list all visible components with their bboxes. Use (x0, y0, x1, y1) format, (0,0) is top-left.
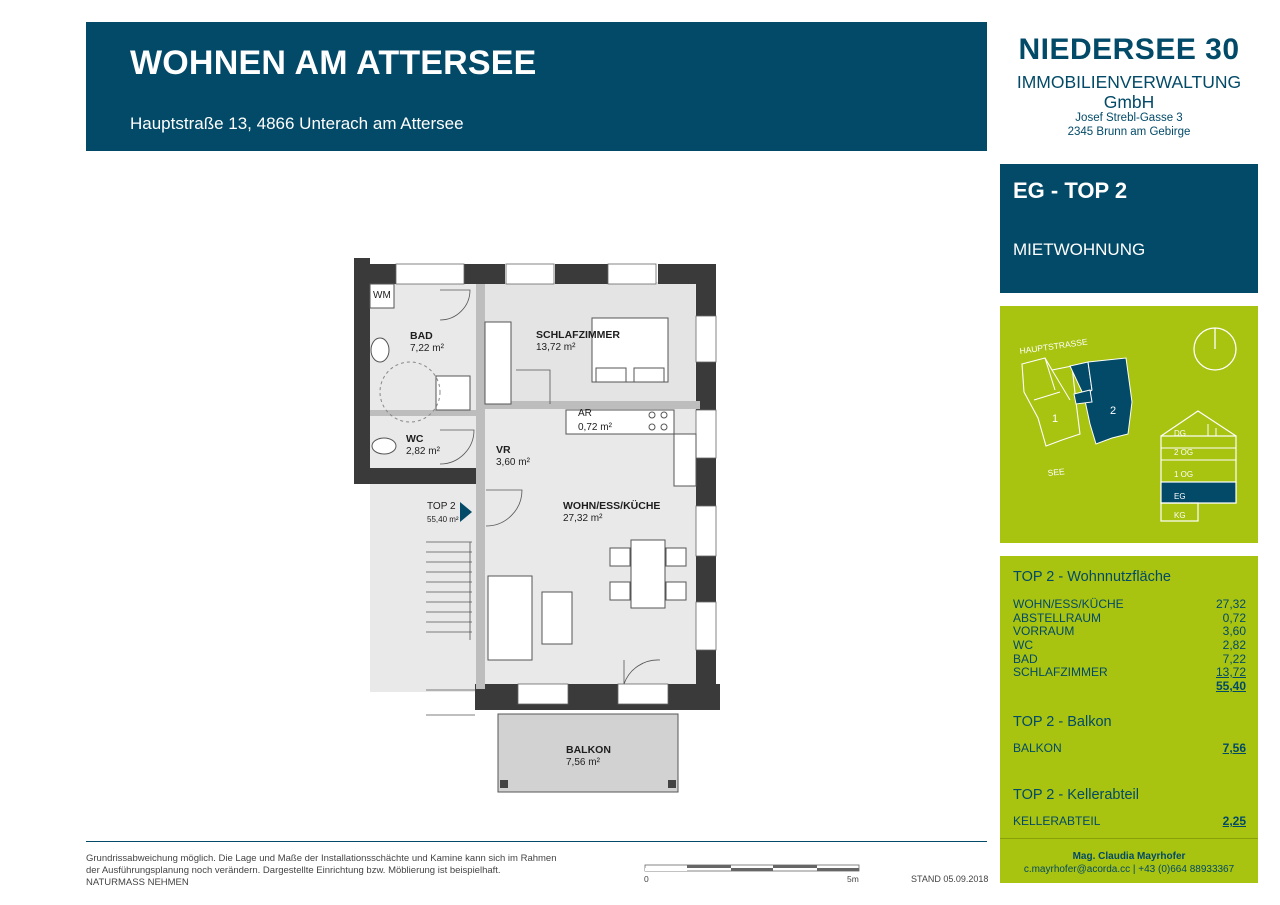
area-label: VORRAUM (1013, 624, 1075, 638)
floor-label-1og: 1 OG (1174, 470, 1194, 479)
balcony-row (1013, 741, 1246, 755)
active-floor-highlight (1161, 482, 1236, 503)
area-value: 7,22 (1222, 652, 1246, 666)
balcony-label: BALKON (1013, 741, 1062, 755)
room-area-schlafzimmer: 13,72 m² (536, 342, 576, 353)
cellar-label: KELLERABTEIL (1013, 814, 1101, 828)
compass-icon (1194, 328, 1236, 370)
unit-box (1000, 164, 1258, 293)
room-area-vr: 3,60 m² (496, 457, 530, 468)
company-legal-form: GmbH (1103, 92, 1155, 112)
room-area-balkon: 7,56 m² (566, 757, 600, 768)
scale-end: 5m (847, 874, 859, 884)
disclaimer-line-2: der Ausführungsplanung noch verändern. Dargestellte Einrichtung bzw. Möblierung ist beispielhaft. (86, 865, 501, 876)
contact-name: Mag. Claudia Mayrhofer (1072, 851, 1186, 862)
area-label: ABSTELLRAUM (1013, 611, 1102, 625)
floor-label-kg: KG (1174, 511, 1186, 520)
area-row (1013, 611, 1246, 625)
area-value: 3,60 (1222, 624, 1246, 638)
area-value: 0,72 (1222, 611, 1246, 625)
building-2-label: 2 (1110, 405, 1117, 417)
lake-label: SEE (1047, 466, 1066, 478)
area-value: 2,82 (1222, 638, 1246, 652)
balcony-title: TOP 2 - Balkon (1013, 714, 1112, 730)
company-street: Josef Strebl-Gasse 3 (1075, 112, 1183, 124)
scale-start: 0 (644, 874, 649, 884)
floor-label-eg: EG (1174, 492, 1186, 501)
area-label: SCHLAFZIMMER (1013, 665, 1108, 679)
floor-label-dg: DG (1174, 429, 1186, 438)
contact-info: c.mayrhofer@acorda.cc | +43 (0)664 88933367 (1023, 864, 1235, 875)
area-row (1013, 624, 1246, 638)
living-area-title: TOP 2 - Wohnnutzfläche (1013, 569, 1171, 585)
stand-date: STAND 05.09.2018 (911, 874, 989, 884)
street-label: HAUPTSTRASSE (1018, 336, 1089, 356)
room-label-vr: VR (496, 444, 511, 456)
room-label-wc: WC (406, 433, 424, 445)
unit-marker-area: 55,40 m² (427, 515, 459, 524)
room-label-balkon: BALKON (566, 744, 611, 756)
area-total-row (1013, 679, 1246, 693)
footer-divider (86, 841, 987, 842)
area-row (1013, 665, 1246, 679)
area-value: 13,72 (1215, 665, 1246, 679)
room-area-ar: 0,72 m² (578, 422, 612, 433)
floor-section-diagram (1161, 411, 1236, 521)
unit-type: MIETWOHNUNG (1013, 240, 1146, 259)
room-area-wc: 2,82 m² (406, 446, 440, 457)
company-name: NIEDERSEE 30 (1018, 33, 1240, 66)
room-label-schlafzimmer: SCHLAFZIMMER (536, 329, 620, 341)
scale-bar (643, 862, 863, 884)
building-1 (1022, 358, 1080, 446)
contact-divider (1000, 838, 1258, 839)
area-label: BAD (1013, 652, 1038, 666)
area-row (1013, 652, 1246, 666)
area-label: WC (1013, 638, 1033, 652)
area-row (1013, 597, 1246, 611)
disclaimer-line-3: NATURMASS NEHMEN (86, 877, 189, 888)
room-area-bad: 7,22 m² (410, 343, 444, 354)
balcony-value: 7,56 (1222, 741, 1246, 755)
cellar-title: TOP 2 - Kellerabteil (1013, 787, 1139, 803)
area-value: 27,32 (1215, 597, 1246, 611)
site-plan-drawing (1000, 306, 1258, 543)
room-area-wohn: 27,32 m² (563, 513, 603, 524)
floor-label-2og: 2 OG (1174, 448, 1194, 457)
page-title: WOHNEN AM ATTERSEE (130, 44, 537, 82)
wm-label: WM (373, 290, 391, 301)
header-banner (86, 22, 987, 151)
room-label-ar: AR (578, 408, 592, 419)
unit-marker-label: TOP 2 (427, 501, 456, 512)
company-city: 2345 Brunn am Gebirge (1067, 126, 1191, 138)
cellar-value: 2,25 (1222, 814, 1246, 828)
building-1-label: 1 (1052, 413, 1059, 425)
site-plan (1000, 306, 1258, 543)
unit-title: EG - TOP 2 (1013, 178, 1128, 203)
area-table (1000, 556, 1258, 883)
property-address: Hauptstraße 13, 4866 Unterach am Attersee (130, 114, 464, 133)
area-total: 55,40 (1215, 679, 1246, 693)
disclaimer-line-1: Grundrissabweichung möglich. Die Lage und Maße der Installationsschächte und Kamine kann sich im Rahmen (86, 853, 557, 864)
company-subtitle: IMMOBILIENVERWALTUNG (1016, 72, 1242, 92)
area-label: WOHN/ESS/KÜCHE (1013, 597, 1124, 611)
room-label-wohn: WOHN/ESS/KÜCHE (563, 500, 661, 512)
area-row (1013, 638, 1246, 652)
cellar-row (1013, 814, 1246, 828)
room-label-bad: BAD (410, 330, 433, 342)
